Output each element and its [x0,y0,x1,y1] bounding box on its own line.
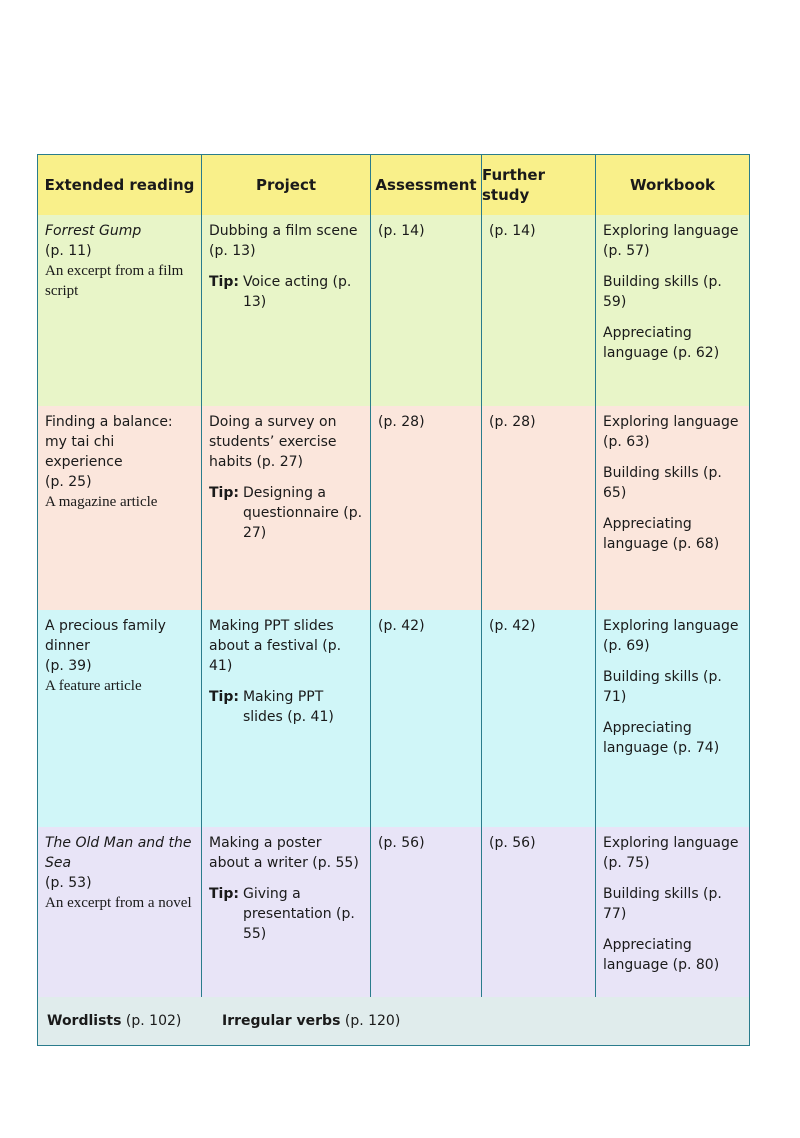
tip-label: Tip: [209,886,239,902]
reading-type: A magazine article [45,494,158,510]
reading-page: (p. 53) [45,875,92,891]
further-study-cell: (p. 14) [482,215,596,406]
reading-title: A precious family dinner [45,618,166,654]
irregular-verbs-page: (p. 120) [344,1013,401,1029]
project-tip [209,272,364,312]
tip-text: Designing a questionnaire (p. 27) [242,485,363,541]
workbook-item: Building skills (p. 59) [603,274,722,310]
reading-title: The Old Man and the Sea [45,835,192,871]
workbook-item: Exploring language (p. 63) [603,414,739,450]
wordlists-label: Wordlists [47,1013,122,1029]
project-cell [202,610,371,827]
extended-reading-cell [38,610,202,827]
workbook-item: Building skills (p. 65) [603,465,722,501]
tip-text: Making PPT slides (p. 41) [242,689,334,725]
workbook-cell [596,827,749,997]
tip-text: Voice acting (p. 13) [242,274,352,310]
reading-page: (p. 11) [45,243,92,259]
further-study-cell: (p. 42) [482,610,596,827]
table-row [38,610,749,828]
reading-type: An excerpt from a novel [45,895,192,911]
workbook-item: Appreciating language (p. 62) [603,325,720,361]
table-row [38,406,749,611]
reading-type: An excerpt from a film script [45,263,184,299]
further-study-cell: (p. 56) [482,827,596,997]
extended-reading-cell [38,827,202,997]
project-text: Doing a survey on students’ exercise habits (p. 27) [209,414,337,470]
contents-table [37,154,750,1046]
tip-label: Tip: [209,274,239,290]
header-workbook: Workbook [629,176,715,194]
workbook-cell [596,406,749,610]
wordlists-entry [47,1013,181,1029]
tip-text: Giving a presentation (p. 55) [242,886,355,942]
reading-title: Finding a balance: my tai chi experience [45,414,173,470]
workbook-item: Exploring language (p. 69) [603,618,739,654]
workbook-item: Exploring language (p. 57) [603,223,739,259]
project-cell [202,827,371,997]
workbook-item: Appreciating language (p. 68) [603,516,720,552]
reading-page: (p. 39) [45,658,92,674]
workbook-item: Appreciating language (p. 74) [603,720,720,756]
project-tip [209,884,364,944]
project-tip [209,483,364,543]
header-further-study: Further study [482,155,596,215]
header-row [38,155,749,216]
reading-page: (p. 25) [45,474,92,490]
workbook-item: Building skills (p. 71) [603,669,722,705]
table-row [38,215,749,407]
workbook-cell [596,215,749,406]
tip-label: Tip: [209,689,239,705]
workbook-cell [596,610,749,827]
tip-label: Tip: [209,485,239,501]
workbook-item: Exploring language (p. 75) [603,835,739,871]
wordlists-page: (p. 102) [125,1013,182,1029]
table-row [38,827,749,998]
irregular-verbs-label: Irregular verbs [222,1013,341,1029]
project-cell [202,406,371,610]
project-cell [202,215,371,406]
assessment-cell: (p. 42) [371,610,482,827]
project-text: Making PPT slides about a festival (p. 41) [209,618,342,674]
reading-type: A feature article [45,678,142,694]
project-tip [209,687,364,727]
workbook-item: Building skills (p. 77) [603,886,722,922]
workbook-item: Appreciating language (p. 80) [603,937,720,973]
assessment-cell: (p. 28) [371,406,482,610]
header-project: Project [202,155,371,215]
project-text: Dubbing a film scene (p. 13) [209,223,358,259]
assessment-cell: (p. 14) [371,215,482,406]
assessment-cell: (p. 56) [371,827,482,997]
extended-reading-cell [38,406,202,610]
header-extended-reading: Extended reading [38,155,202,215]
further-study-cell: (p. 28) [482,406,596,610]
project-text: Making a poster about a writer (p. 55) [209,835,359,871]
irregular-verbs-entry [222,1013,400,1029]
reading-title: Forrest Gump [45,223,142,239]
footer-row [38,997,749,1045]
header-assessment: Assessment [371,155,482,215]
extended-reading-cell [38,215,202,406]
